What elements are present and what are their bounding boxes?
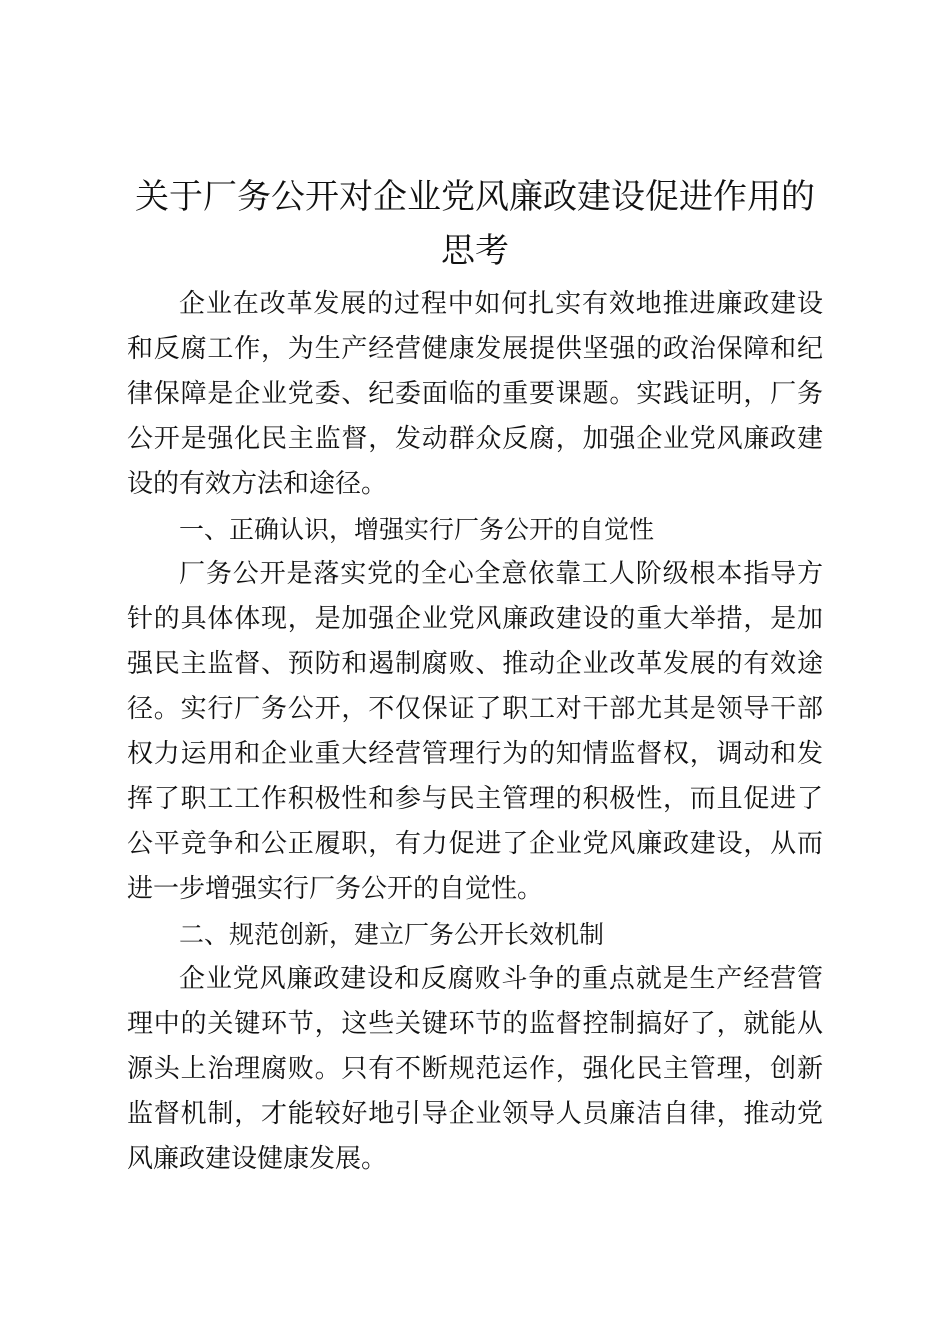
document-title: 关于厂务公开对企业党风廉政建设促进作用的思考 — [135, 177, 815, 271]
section-body-1: 厂务公开是落实党的全心全意依靠工人阶级根本指导方针的具体体现，是加强企业党风廉政建设的重大举措，是加强民主监督、预防和遏制腐败、推动企业改革发展的有效途径。实行厂务公开，不仅保证了职工对干部尤其是领导干部权力运用和企业重大经营管理行为的知情监督权，调动和发挥了职工工作积极性和参与民主管理的积极性，而且促进了公平竞争和公正履职，有力促进了企业党风廉政建设，从而进一步增强实行厂务公开的自觉性。 — [127, 559, 823, 904]
intro-paragraph: 企业在改革发展的过程中如何扎实有效地推进廉政建设和反腐工作，为生产经营健康发展提供坚强的政治保障和纪律保障是企业党委、纪委面临的重要课题。实践证明，厂务公开是强化民主监督，发动群众反腐，加强企业党风廉政建设的有效方法和途径。 — [127, 289, 823, 499]
section-heading-2: 二、规范创新，建立厂务公开长效机制 — [179, 920, 605, 949]
document-page — [127, 170, 823, 1182]
section-body-2: 企业党风廉政建设和反腐败斗争的重点就是生产经营管理中的关键环节，这些关键环节的监督控制搞好了，就能从源头上治理腐败。只有不断规范运作，强化民主管理，创新监督机制，才能较好地引导企业领导人员廉洁自律，推动党风廉政建设健康发展。 — [127, 964, 823, 1174]
section-heading-1: 一、正确认识，增强实行厂务公开的自觉性 — [179, 515, 655, 544]
